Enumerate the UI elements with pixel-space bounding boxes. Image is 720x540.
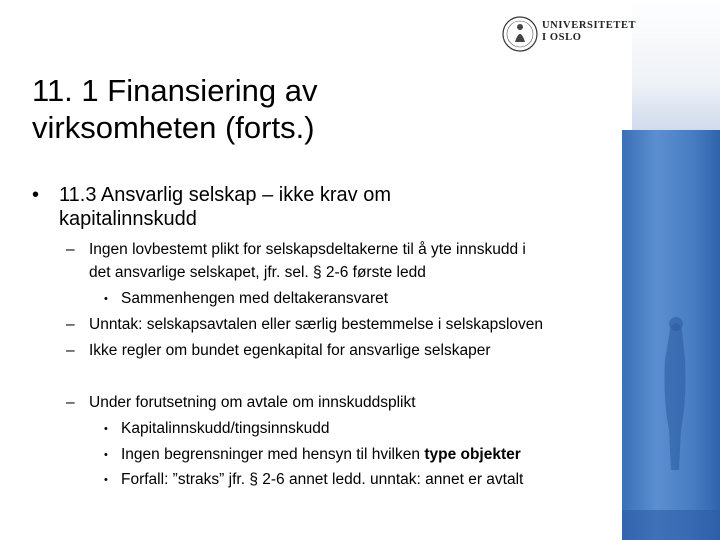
item-d-sub2-text: Ingen begrensninger med hensyn til hvilken [121, 446, 425, 463]
title-line2: virksomheten (forts.) [32, 110, 315, 145]
bullet-main-line2: kapitalinnskudd [59, 208, 197, 230]
university-logo [500, 8, 640, 58]
item-d-sub3: Forfall: ”straks” jfr. § 2-6 annet ledd. unntak: annet er avtalt [121, 471, 524, 488]
bullet-symbol: • [32, 184, 40, 206]
header-decoration [632, 0, 720, 140]
dot-symbol: • [104, 423, 108, 435]
page-title [32, 72, 592, 146]
item-a-sub: Sammenhengen med deltakeransvaret [121, 290, 389, 307]
item-a-line2: det ansvarlige selskapet, jfr. sel. § 2-6 første ledd [89, 264, 426, 281]
item-d-sub2-emphasis: type objekter [424, 446, 521, 463]
item-d-sub2 [121, 445, 521, 465]
bullet-main-line1: 11.3 Ansvarlig selskap – ikke krav om [59, 184, 392, 206]
title-line1: 11. 1 Finansiering av [32, 73, 318, 108]
dash-symbol: – [66, 342, 75, 359]
dash-symbol: – [66, 241, 75, 258]
item-a-line1: Ingen lovbestemt plikt for selskapsdeltakerne til å yte innskudd i [89, 241, 526, 258]
logo-line1: UNIVERSITETET [542, 20, 637, 31]
seal-icon [502, 12, 538, 56]
item-c: Ikke regler om bundet egenkapital for ansvarlige selskaper [89, 342, 491, 359]
item-b: Unntak: selskapsavtalen eller særlig bestemmelse i selskapsloven [89, 316, 544, 333]
dot-symbol: • [104, 293, 108, 305]
dash-symbol: – [66, 316, 75, 333]
side-decoration-band [622, 130, 720, 540]
item-d: Under forutsetning om avtale om innskuddsplikt [89, 394, 416, 411]
statue-silhouette-icon [622, 130, 720, 540]
dot-symbol: • [104, 449, 108, 461]
dash-symbol: – [66, 394, 75, 411]
logo-line2: I OSLO [542, 32, 582, 43]
item-d-sub1: Kapitalinnskudd/tingsinnskudd [121, 420, 330, 437]
dot-symbol: • [104, 474, 108, 486]
